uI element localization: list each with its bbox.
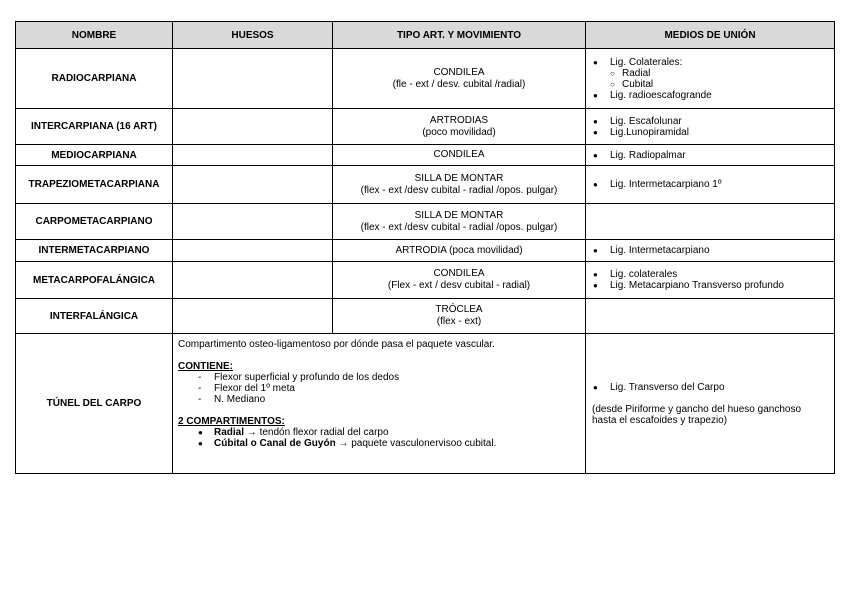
header-nombre: NOMBRE: [16, 22, 173, 49]
table-row: [16, 299, 835, 334]
header-medios: MEDIOS DE UNIÓN: [586, 22, 835, 49]
tipo-line-1: CONDILEA: [433, 268, 485, 279]
table-row: [16, 145, 835, 166]
list-item: ● Lig. Radiopalmar: [592, 150, 828, 161]
compartimentos-heading: 2 COMPARTIMENTOS:: [178, 416, 285, 427]
tunel-note: [592, 404, 828, 426]
list-item: - Flexor del 1º meta: [178, 383, 580, 394]
row-medios: [586, 262, 835, 299]
row-name: TRAPEZIOMETACARPIANA: [16, 166, 173, 204]
row-tipo: [333, 49, 586, 109]
row-tipo: [333, 166, 586, 204]
tipo-line-1: ARTRODIA (poca movilidad): [395, 244, 523, 256]
tipo-line-2: (Flex - ext / desv cubital - radial): [387, 280, 531, 291]
row-medios: [586, 204, 835, 240]
list-item: ● Lig. Metacarpiano Transverso profundo: [592, 280, 828, 291]
comp-name: Radial: [214, 427, 245, 438]
row-name: MEDIOCARPIANA: [16, 145, 173, 166]
list-item: - N. Mediano: [178, 394, 580, 405]
row-tipo: [333, 299, 586, 334]
table-row: [16, 240, 835, 262]
row-medios: [586, 49, 835, 109]
list-item: ● Lig. radioescafogrande: [592, 90, 828, 101]
header-tipo: TIPO ART. Y MOVIMIENTO: [333, 22, 586, 49]
tipo-line-1: SILLA DE MONTAR: [414, 209, 504, 221]
comp-name: Cúbital o Canal de Guyón: [214, 438, 336, 449]
list-item: [178, 427, 580, 438]
table-row: [16, 109, 835, 145]
comp-desc: → paquete vasculonervisoo cubital.: [335, 438, 497, 449]
row-medios: [586, 240, 835, 262]
row-name: INTERCARPIANA (16 ART): [16, 109, 173, 145]
row-huesos: [173, 240, 333, 262]
row-medios: [586, 109, 835, 145]
tunel-intro: Compartimento osteo-ligamentoso por dónde pasa el paquete vascular.: [178, 339, 495, 350]
table-row: [16, 204, 835, 240]
row-tipo: [333, 145, 586, 166]
table-row: [16, 334, 835, 474]
row-huesos: [173, 262, 333, 299]
tipo-line-1: CONDILEA: [433, 149, 485, 160]
row-tipo: [333, 204, 586, 240]
row-name: CARPOMETACARPIANO: [16, 204, 173, 240]
tipo-line-1: SILLA DE MONTAR: [414, 172, 504, 184]
joints-table: [15, 21, 835, 474]
tipo-line-1: CONDILEA: [433, 66, 485, 78]
header-huesos: HUESOS: [173, 22, 333, 49]
tipo-line-2: (poco movilidad): [422, 126, 496, 138]
row-tipo: [333, 109, 586, 145]
row-huesos: [173, 109, 333, 145]
table-row: [16, 262, 835, 299]
row-huesos: [173, 166, 333, 204]
contiene-heading: CONTIENE:: [178, 361, 233, 372]
list-item: ○ Cubital: [592, 79, 828, 90]
list-item: - Flexor superficial y profundo de los dedos: [178, 372, 580, 383]
list-item: ● Lig. colaterales: [592, 269, 828, 280]
table-row: [16, 166, 835, 204]
list-item: ● Lig. Escafolunar: [592, 116, 828, 127]
row-huesos: [173, 49, 333, 109]
list-item: ● Lig. Intermetacarpiano: [592, 245, 828, 256]
contiene-list: [178, 372, 580, 405]
row-huesos: [173, 299, 333, 334]
list-item: ● Lig. Transverso del Carpo: [592, 382, 828, 393]
tunel-note-text: (desde Piriforme y gancho del hueso ganchoso hasta el escafoides y trapezio): [592, 403, 802, 426]
row-name: INTERMETACARPIANO: [16, 240, 173, 262]
tipo-line-2: (flex - ext /desv cubital - radial /opos. pulgar): [360, 221, 558, 233]
list-item: ○ Radial: [592, 68, 828, 79]
tipo-line-2: (flex - ext): [436, 316, 482, 327]
header-row: [16, 22, 835, 49]
row-name: METACARPOFALÁNGICA: [16, 262, 173, 299]
comp-desc: → tendón flexor radial del carpo: [244, 427, 389, 438]
tipo-line-2: (fle - ext / desv. cubital /radial): [392, 78, 526, 90]
list-item: ● Lig. Intermetacarpiano 1º: [592, 179, 828, 190]
row-medios: [586, 145, 835, 166]
row-medios: [586, 334, 835, 474]
row-name: INTERFALÁNGICA: [16, 299, 173, 334]
row-tipo: [333, 240, 586, 262]
row-huesos: [173, 145, 333, 166]
tipo-line-2: (flex - ext /desv cubital - radial /opos. pulgar): [360, 184, 558, 196]
list-item: ● Lig.Lunopiramidal: [592, 127, 828, 138]
tipo-line-1: ARTRODIAS: [429, 114, 489, 126]
list-item: [178, 438, 580, 449]
row-medios: [586, 166, 835, 204]
compartimentos-list: [178, 427, 580, 449]
row-huesos: [173, 204, 333, 240]
row-name: RADIOCARPIANA: [16, 49, 173, 109]
row-tipo: [333, 262, 586, 299]
row-medios: [586, 299, 835, 334]
row-name: TÚNEL DEL CARPO: [16, 334, 173, 474]
tunel-description: [173, 334, 586, 474]
tipo-line-1: TRÓCLEA: [435, 304, 483, 315]
list-item: ● Lig. Colaterales:: [592, 57, 828, 68]
table-row: [16, 49, 835, 109]
